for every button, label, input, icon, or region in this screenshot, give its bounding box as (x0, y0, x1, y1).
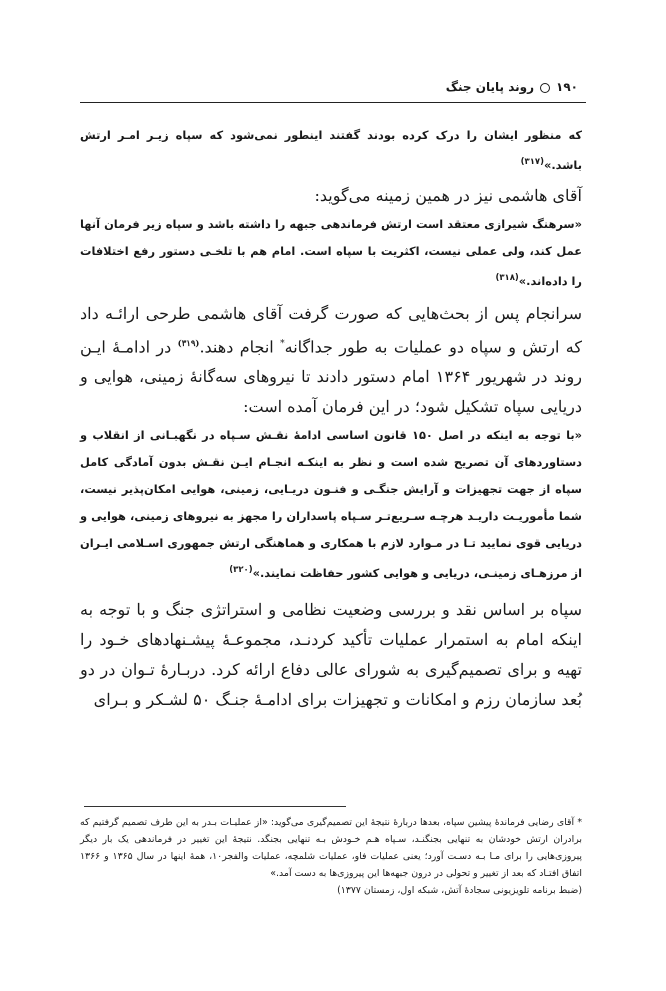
body-1-part-1: سرانجام پس از بحث‌هایی که صورت گرفت آقای هاشمی طرحی ارائـه داد که ارتش و سپاه دو عملیات به طور جداگانه (80, 303, 582, 356)
reference-320: (۳۲۰) (229, 564, 253, 575)
intro-line: آقای هاشمی نیز در همین زمینه می‌گوید: (314, 185, 582, 205)
footnote-rule (84, 806, 346, 807)
reference-318: (۳۱۸) (495, 272, 519, 283)
body-1-part-3: در ادامـهٔ ایـن روند در شهریور ۱۳۶۴ امام دستور دادند تا نیروهای سه‌گانهٔ زمینی، هوایی و دریایی سپاه تشکیل شود؛ در این فرمان آمده است: (80, 336, 583, 416)
body-paragraph-2: سپاه بر اساس نقد و بررسی وضعیت نظامی و استراتژی جنگ و با توجه به اینکه امام به استمرار عملیات تأکید کردنـد، مجموعـهٔ پیشـنهادهای خـود را تهیه و برای تصمیم‌گیری به شورای عالی دفاع ارائه کرد. دربـارهٔ تـوان در دو بُعد سازمان رزم و امکانات و تجهیزات برای ادامـهٔ جنـگ ۵۰ لشـکر و بـرای (80, 599, 582, 709)
running-title: روند پایان جنگ (445, 80, 535, 94)
footnote-marker: * (280, 338, 285, 349)
quote-2-text: «سرهنگ شیرازی معتقد است ارتش فرماندهی جبهه را داشته باشد و سپاه زیر فرمان آنها عمل کند، ولی عملی نیست، اکثریت با سپاه است. امام هم با تلخـی دستور رفع اختلافات را داده‌اند.» (80, 216, 582, 288)
quote-3-text: «با توجه به اینکه در اصل ۱۵۰ قانون اساسی ادامهٔ نقـش سـپاه در نگهبـانی از انقلاب و دستاوردهای آن تصریح شده است و نظر به اینکـه انجـام ایـن نقـش بدون آمادگی کامل سپاه از جهت تجهیزات و آرایش جنگـی و فنـون دریـایی، زمینی، هوایی امکان‌پذیر نیست، شما مأموریـت داریـد هرچـه سـریع‌تـر سـپاه پاسداران را مجهز به نیروهای زمینی، هوایی و دریایی قوی نمایید تـا در مـوارد لازم با همکاری و هماهنگی ارتش جمهوری اسـلامی ایـران از مرزهـای زمینـی، دریایی و هوایی کشور حفاظت نمایند.» (80, 427, 582, 580)
page-number: ۱۹۰ (556, 80, 578, 94)
footnote-block (80, 814, 582, 899)
header-rule (80, 102, 586, 103)
quote-block-2 (80, 211, 582, 295)
footnote-source: (ضبط برنامه تلویزیونی سجادهٔ آتش، شبکه اول، زمستان ۱۳۷۷) (337, 885, 582, 896)
reference-317: (۳۱۷) (520, 157, 544, 167)
footnote-asterisk: * (577, 817, 582, 828)
body-1-part-2: انجام دهند. (199, 336, 281, 356)
footnote-body: آقای رضایی فرماندهٔ پیشین سپاه، بعدها دربارهٔ نتیجهٔ این تصمیم‌گیری می‌گوید: «از عملیـات بـدر به این طرف تصمیم گرفتیم که برادران ارتش خودشان به تنهایی بجنگنـد، سـپاه هـم خـودش بـه تنهایی بجنگد. نتیجهٔ این تغییر در فرماندهی یک بار دیگر پیروزی‌هایی را برای مـا بـه دسـت آورد؛ یعنی عملیات فاو، عملیات شلمچه، عملیات والفجر۱۰، همهٔ اینها در سال ۱۳۶۵ و ۱۳۶۶ اتفاق افتـاد که بعد از تغییر و تحولی در درون جبهه‌ها این پیروزی‌ها به دست آمد.» (80, 817, 583, 879)
quote-1-text: که منظور ایشان را درک کرده بودند گفتند اینطور نمی‌شود که سپاه زیـر امـر ارتش باشد.» (80, 128, 582, 172)
quote-block-3 (80, 422, 582, 587)
running-header (88, 80, 578, 100)
reference-319: (۳۱۹) (177, 338, 200, 349)
circle-ornament-icon (540, 83, 550, 93)
body-paragraph-1 (80, 299, 582, 422)
footnote-text (80, 814, 582, 882)
page-body (80, 122, 582, 715)
quote-block-1 (80, 122, 582, 179)
